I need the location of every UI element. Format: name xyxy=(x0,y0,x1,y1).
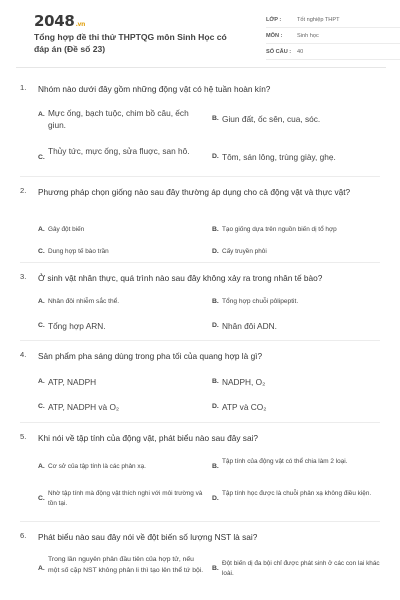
question-number: 2. xyxy=(20,186,27,195)
option-letter: B. xyxy=(212,565,219,572)
option-a[interactable] xyxy=(38,376,203,388)
question-text: Ở sinh vật nhân thực, quá trình nào sau đây không xảy ra trong nhân tế bào? xyxy=(38,273,323,283)
option-b[interactable] xyxy=(212,297,382,307)
option-text: ATP và CO₂ xyxy=(222,402,267,412)
option-text: Trong lần nguyên phân đầu tiên của hợp tử, nếu một số cặp NST không phân li thì tạo lên thể tứ bội. xyxy=(48,556,204,574)
option-text: Nhờ tập tính mà động vật thích nghi với môi trường và tồn tại. xyxy=(48,490,203,507)
option-c[interactable] xyxy=(38,320,203,332)
option-text: NADPH, O₂ xyxy=(222,377,266,387)
option-text: Đột biến dị đa bội chỉ được phát sinh ở các con lai khác loài. xyxy=(222,560,380,577)
option-text: Gây đột biến xyxy=(48,226,85,233)
option-letter: A. xyxy=(38,298,45,305)
option-letter: C. xyxy=(38,154,45,161)
question-text: Nhóm nào dưới đây gồm những động vật có hệ tuần hoàn kín? xyxy=(38,84,271,94)
question-divider xyxy=(20,422,380,423)
option-a[interactable] xyxy=(38,225,203,235)
question-divider xyxy=(20,521,380,522)
option-text: Tập tính của động vật có thể chia làm 2 loại. xyxy=(222,458,348,465)
option-text: ATP, NADPH và O₂ xyxy=(48,402,120,412)
document-header xyxy=(16,0,386,68)
option-text: Tổng hợp chuỗi pôlipeptit. xyxy=(222,298,299,305)
option-text: Tôm, sán lông, trùng giày, ghẹ. xyxy=(222,152,336,162)
option-d[interactable] xyxy=(212,320,382,332)
site-logo[interactable] xyxy=(34,12,85,30)
meta-label: SỐ CÂU : xyxy=(266,48,292,55)
option-letter: A. xyxy=(38,226,45,233)
option-letter: A. xyxy=(38,378,45,385)
meta-value: Tốt nghiệp THPT xyxy=(297,16,340,23)
option-text: Mực ống, bạch tuộc, chim bồ câu, ếch giun. xyxy=(48,108,189,130)
option-letter: B. xyxy=(212,115,219,122)
question-text: Khi nói về tập tính của động vật, phát biểu nào sau đây sai? xyxy=(38,433,259,443)
meta-value: Sinh học xyxy=(297,32,319,39)
option-b[interactable] xyxy=(212,457,382,472)
option-d[interactable] xyxy=(212,489,382,504)
option-c[interactable] xyxy=(38,145,206,163)
option-text: Tổng hợp ARN. xyxy=(48,321,106,331)
option-letter: B. xyxy=(212,226,219,233)
meta-label: LỚP : xyxy=(266,16,282,23)
option-letter: A. xyxy=(38,463,45,470)
option-letter: D. xyxy=(212,248,219,255)
logo-suffix: .vn xyxy=(75,21,86,28)
logo-main: 2048 xyxy=(34,12,75,30)
option-letter: D. xyxy=(212,322,219,329)
option-text: Tạo giống dựa trên nguồn biến dị tổ hợp xyxy=(222,226,337,233)
question-number: 6. xyxy=(20,531,27,540)
option-text: Nhân đôi ADN. xyxy=(222,321,277,331)
option-letter: C. xyxy=(38,403,45,410)
option-text: Tập tính học được là chuỗi phản xạ không điều kiện. xyxy=(222,490,372,497)
option-letter: C. xyxy=(38,495,45,502)
question-divider xyxy=(20,262,380,263)
meta-row-count xyxy=(266,44,400,60)
meta-row-subject xyxy=(266,28,400,44)
option-letter: B. xyxy=(212,298,219,305)
option-a[interactable] xyxy=(38,554,206,576)
option-d[interactable] xyxy=(212,151,382,163)
question-text: Phương pháp chọn giống nào sau đây thường áp dụng cho cả động vật và thực vật? xyxy=(38,187,351,197)
option-letter: D. xyxy=(212,153,219,160)
option-a[interactable] xyxy=(38,462,203,472)
option-c[interactable] xyxy=(38,247,203,257)
option-letter: B. xyxy=(212,378,219,385)
meta-row-class xyxy=(266,12,400,28)
question-text: Phát biểu nào sau đây nói về đột biến số lượng NST là sai? xyxy=(38,532,258,542)
option-text: Nhân đôi nhiễm sắc thể. xyxy=(48,298,120,305)
option-b[interactable] xyxy=(212,113,382,125)
question-number: 5. xyxy=(20,432,27,441)
option-text: ATP, NADPH xyxy=(48,377,97,387)
question-number: 1. xyxy=(20,83,27,92)
option-letter: A. xyxy=(38,111,45,118)
document-meta xyxy=(266,12,400,60)
question-divider xyxy=(20,176,380,177)
option-letter: D. xyxy=(212,403,219,410)
question-number: 4. xyxy=(20,350,27,359)
option-text: Thủy tức, mực ống, sửa fluợc, san hô. xyxy=(48,146,190,156)
option-letter: D. xyxy=(212,495,219,502)
option-d[interactable] xyxy=(212,401,382,413)
option-letter: A. xyxy=(38,565,45,572)
option-c[interactable] xyxy=(38,489,203,509)
question-text: Sản phẩm pha sáng dùng trong pha tối của quang hợp là gì? xyxy=(38,351,263,361)
question-divider xyxy=(20,340,380,341)
option-b[interactable] xyxy=(212,225,382,235)
option-letter: C. xyxy=(38,322,45,329)
option-text: Giun đất, ốc sên, cua, sóc. xyxy=(222,114,321,124)
option-text: Cơ sở của tập tính là các phản xạ. xyxy=(48,463,146,470)
option-a[interactable] xyxy=(38,297,203,307)
document-title: Tổng hợp đề thi thử THPTQG môn Sinh Học có đáp án (Đề số 23) xyxy=(34,32,227,54)
option-a[interactable] xyxy=(38,107,198,131)
meta-label: MÔN : xyxy=(266,32,283,39)
question-number: 3. xyxy=(20,272,27,281)
meta-value: 40 xyxy=(297,48,304,55)
option-c[interactable] xyxy=(38,401,203,413)
option-b[interactable] xyxy=(212,559,382,579)
option-letter: B. xyxy=(212,463,219,470)
option-letter: C. xyxy=(38,248,45,255)
option-text: Dung hợp tế bào trần xyxy=(48,248,109,255)
option-b[interactable] xyxy=(212,376,382,388)
option-d[interactable] xyxy=(212,247,382,257)
option-text: Cấy truyền phôi xyxy=(222,248,267,255)
